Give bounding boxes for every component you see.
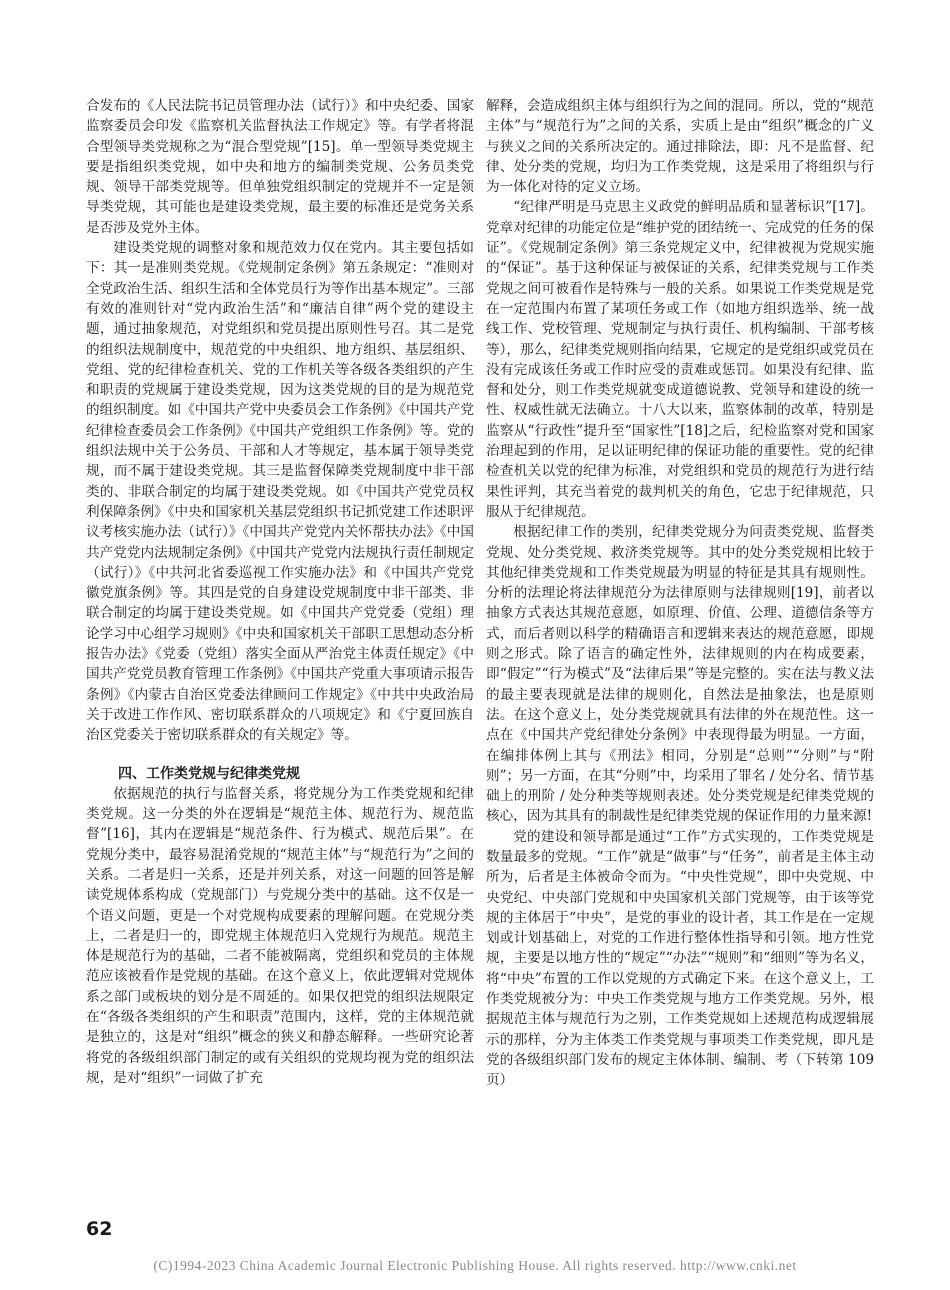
page-number: 62 (86, 1218, 113, 1240)
paragraph: 合发布的《人民法院书记员管理办法（试行）》和中央纪委、国家监察委员会印发《监察机关监督执法工作规定》等。有学者将混合型领导类党规称之为“混合型党规”[15]。单一型领导类党规主要是指组织类党规，如中央和地方的编制类党规、公务员类党规、领导干部类党规等。但单独党组织制定的党规并不一定是领导类党规，其可能也是建设类党规，最主要的标准还是党务关系是否涉及党外主体。 (86, 98, 474, 236)
paragraph: 解释，会造成组织主体与组织行为之间的混同。所以，党的“规范主体”与“规范行为”之间的关系，实质上是由“组织”概念的广义与狭义之间的关系所决定的。通过排除法，即：凡不是监督、纪律、处分类的党规，均归为工作类党规，这是采用了将组织与行为一体化对待的定义立场。 (486, 98, 874, 196)
right-column (486, 96, 874, 1091)
paragraph: 党的建设和领导都是通过“工作”方式实现的，工作类党规是数量最多的党规。“工作”就是“做事”与“任务”，前者是主体主动所为，后者是主体被命令而为。“中央性党规”，即中央党规、中央党纪、中央部门党规和中央国家机关部门党规等，由于该等党规的主体居于“中央”，是党的事业的设计者，其工作是在一定规划或计划基础上，对党的工作进行整体性指导和引领。地方性党规，主要是以地方性的“规定”“办法”“规则”和“细则”等为名义，将“中央”布置的工作以党规的方式确定下来。在这个意义上，工作类党规被分为：中央工作类党规与地方工作类党规。另外，根据规范主体与规范行为之别，工作类党规如上述规范构成逻辑展示的那样，分为主体类工作类党规与事项类工作类党规，即凡是党的各级组织部门发布的规定主体体制、编制、考（下转第 109 页） (486, 828, 874, 1089)
copyright-footer: (C)1994-2023 China Academic Journal Electronic Publishing House. All rights reserved. http://www.cnki.net (153, 1258, 797, 1273)
paragraph: 建设类党规的调整对象和规范效力仅在党内。其主要包括如下：其一是准则类党规。《党规制定条例》第五条规定：“准则对全党政治生活、组织生活和全体党员行为等作出基本规定”。三部有效的准则针对“党内政治生活”和“廉洁自律”两个党的建设主题，通过抽象规范，对党组织和党员提出原则性号召。其二是党的组织法规制度中，规范党的中央组织、地方组织、基层组织、党组、党的纪律检查机关、党的工作机关等各级各类组织的产生和职责的党规属于建设类党规，因为这类党规的目的是为规范党的组织制度。如《中国共产党中央委员会工作条例》《中国共产党纪律检查委员会工作条例》《中国共产党组织工作条例》等。党的组织法规中关于公务员、干部和人才等规定，基本属于领导类党规，而不属于建设类党规。其三是监督保障类党规制度中非干部类的、非联合制定的均属于建设类党规。如《中国共产党党员权利保障条例》《中央和国家机关基层党组织书记抓党建工作述职评议考核实施办法（试行）》《中国共产党党内关怀帮扶办法》《中国共产党党内法规制定条例》《中国共产党党内法规执行责任制规定（试行）》《中共河北省委巡视工作实施办法》和《中国共产党党徽党旗条例》等。其四是党的自身建设党规制度中非干部类、非联合制定的均属于建设类党规。如《中国共产党党委（党组）理论学习中心组学习规则》《中央和国家机关干部职工思想动态分析报告办法》《党委（党组）落实全面从严治党主体责任规定》《中国共产党党员教育管理工作条例》《中国共产党重大事项请示报告条例》《内蒙古自治区党委法律顾问工作规定》《中共中央政治局关于改进工作作风、密切联系群众的八项规定》和《宁夏回族自治区党委关于密切联系群众的有关规定》等。 (86, 240, 474, 744)
section-heading: 四、工作类党规与纪律类党规 (118, 765, 300, 782)
paragraph: 依据规范的执行与监督关系，将党规分为工作类党规和纪律类党规。这一分类的外在逻辑是“规范主体、规范行为、规范监督”[16]，其内在逻辑是“规范条件、行为模式、规范后果”。在党规分类中，最容易混淆党规的“规范主体”与“规范行为”之间的关系。二者是归一关系，还是并列关系，对这一问题的回答是解读党规体系构成（党规部门）与党规分类中的基础。这不仅是一个语义问题，更是一个对党规构成要素的理解问题。在党规分类上，二者是归一的，即党规主体规范归入党规行为规范。规范主体是规范行为的基础，二者不能被隔离，党组织和党员的主体规范应该被看作是党规的基础。在这个意义上，依此逻辑对党规体系之部门或板块的划分是不周延的。如果仅把党的组织法规限定在“各级各类组织的产生和职责”范围内，这样，党的主体规范就是独立的，这是对“组织”概念的狭义和静态解释。一些研究论著将党的各级组织部门制定的或有关组织的党规均视为党的组织法规，是对“组织”一词做了扩充 (86, 785, 474, 1086)
left-column (86, 96, 474, 1088)
paragraph: 根据纪律工作的类别，纪律类党规分为问责类党规、监督类党规、处分类党规、救济类党规等。其中的处分类党规相比较于其他纪律类党规和工作类党规最为明显的特征是其具有规则性。分析的法理论将法律规范分为法律原则与法律规则[19]，前者以抽象方式表达其规范意愿，如原理、价值、公理、道德信条等方式，而后者则以科学的精确语言和逻辑来表达的规范意愿，即规则之形式。除了语言的确定性外，法律规则的内在构成要素，即“假定”“行为模式”及“法律后果”等是完整的。实在法与教义法的最主要表现就是法律的规则化，自然法是抽象法，也是原则法。在这个意义上，处分类党规就具有法律的外在规范性。这一点在《中国共产党纪律处分条例》中表现得最为明显。一方面，在编排体例上其与《刑法》相同，分别是“总则”“分则”与“附则”；另一方面，在其“分则”中，均采用了罪名 / 处分名、情节基础上的刑阶 / 处分种类等规则表述。处分类党规是纪律类党规的核心，因为其具有的制裁性是纪律类党规的保证作用的力量来源! (486, 524, 874, 825)
paragraph: “纪律严明是马克思主义政党的鲜明品质和显著标识”[17]。党章对纪律的功能定位是“维护党的团结统一、完成党的任务的保证”。《党规制定条例》第三条党规定义中，纪律被视为党规实施的“保证”。基于这种保证与被保证的关系，纪律类党规与工作类党规之间可被看作是特殊与一般的关系。如果说工作类党规是党在一定范围内布置了某项任务或工作（如地方组织选举、统一战线工作、党校管理、党规制定与执行责任、机构编制、干部考核等），那么，纪律类党规则指向结果，它规定的是党组织或党员在没有完成该任务或工作时应受的责难或惩罚。如果没有纪律、监督和处分，则工作类党规就变成道德说教、党领导和建设的统一性、权威性就无法确立。十八大以来，监察体制的改革，特别是监察从“行政性”提升至“国家性”[18]之后，纪检监察对党和国家治理起到的作用，足以证明纪律的保证功能的重要性。党的纪律检查机关以党的纪律为标准，对党组织和党员的规范行为进行结果性评判，其充当着党的裁判机关的角色，它忠于纪律规范，只服从于纪律规范。 (486, 199, 874, 520)
